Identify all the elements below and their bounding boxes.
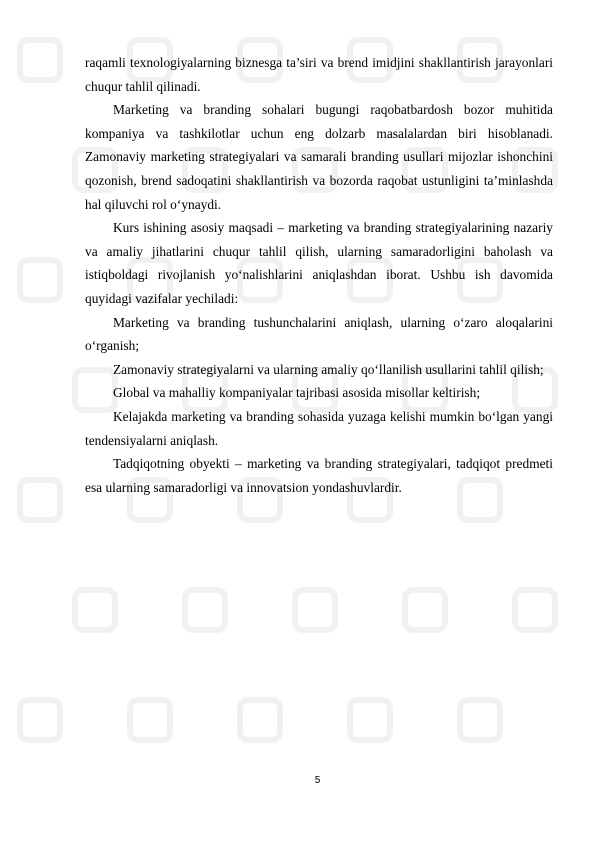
task-item-strategies: Zamonaviy strategiyalarni va ularning amaliy qo‘llanilish usullarini tahlil qilish;	[113, 361, 544, 377]
paragraph-marketing-branding: Marketing va branding sohalari bugungi raqobatbardosh bozor muhitida kompaniya va tashkilotlar uchun eng dolzarb masalalardan biri hisoblanadi. Zamonaviy marketing strategiyalari va samarali branding usullari mijozlar ishonchini qozonish, brend sadoqatini shakllantirish va bozorda raqobat ustunligini ta’minlashda hal qiluvchi rol o‘ynaydi.	[85, 102, 553, 212]
paragraph-research-object: Tadqiqotning obyekti – marketing va branding strategiyalari, tadqiqot predmeti esa ularning samaradorligi va innovatsion yondashuvlardir.	[85, 456, 553, 495]
task-item-definitions: Marketing va branding tushunchalarini aniqlash, ularning o‘zaro aloqalarini o‘rganish;	[85, 314, 553, 354]
task-item-trends: Kelajakda marketing va branding sohasida yuzaga kelishi mumkin bo‘lgan yangi tendensiyalarni aniqlash.	[85, 408, 553, 448]
paragraph-course-goal: Kurs ishining asosiy maqsadi – marketing va branding strategiyalarining nazariy va amaliy jihatlarini chuqur tahlil qilish, ularning samaradorligini baholash va istiqboldagi rivojlanish yo‘nalishlarini aniqlashdan iborat. Ushbu ish davomida quyidagi vazifalar yechiladi:	[85, 220, 553, 306]
paragraph-intro-continuation: raqamli texnologiyalarning biznesga ta’siri va brend imidjini shakllantirish jarayonlari chuqur tahlil qilinadi.	[85, 55, 553, 94]
page-body	[85, 51, 553, 499]
page-number: 5	[314, 775, 321, 786]
task-item-examples: Global va mahalliy kompaniyalar tajribasi asosida misollar keltirish;	[113, 385, 481, 401]
